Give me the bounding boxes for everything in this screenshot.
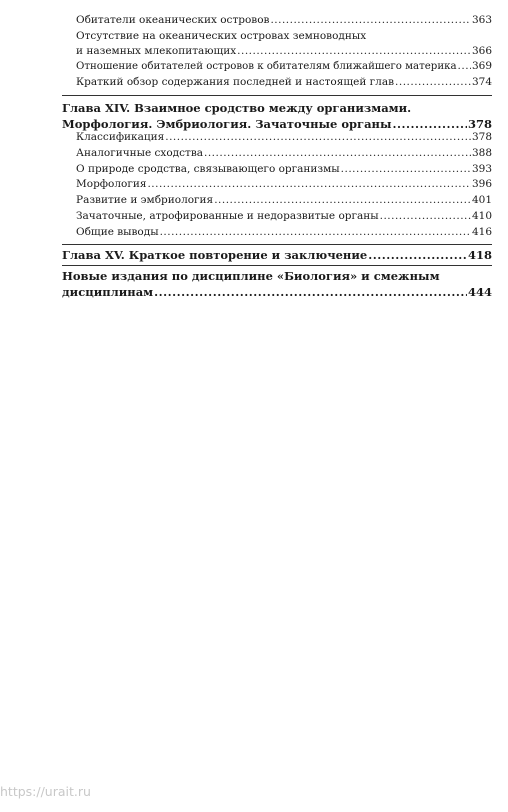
toc-leader-dots	[458, 59, 471, 74]
new-editions-page: 444	[467, 285, 492, 299]
toc-entry-title: и наземных млекопитающих	[76, 45, 237, 57]
toc-entry-title: Развитие и эмбриология	[76, 194, 214, 206]
toc-entry[interactable]	[76, 209, 492, 224]
toc-entry-title: Краткий обзор содержания последней и настоящей глав	[76, 76, 395, 88]
toc-entry-page: 369	[471, 60, 492, 72]
toc-entry-page: 401	[471, 194, 492, 206]
toc-entry[interactable]	[76, 59, 492, 74]
chapter-title: Морфология. Эмбриология. Зачаточные органы	[62, 117, 392, 131]
toc-entry-title: Аналогичные сходства	[76, 147, 203, 159]
chapter-entry[interactable]	[62, 246, 492, 264]
toc-leader-dots	[341, 162, 471, 177]
toc-leader-dots	[237, 44, 471, 59]
toc-leader-dots	[165, 130, 471, 145]
toc-entry-page: 416	[471, 226, 492, 238]
toc-entry[interactable]	[76, 162, 492, 177]
toc-entry-page: 363	[471, 14, 492, 26]
toc-entry[interactable]	[76, 193, 492, 208]
toc-entry-page: 374	[471, 76, 492, 88]
toc-entry-title: Отношение обитателей островов к обитателям ближайшего материка	[76, 61, 457, 72]
new-editions-heading-line1: Новые издания по дисциплине «Биология» и смежным	[62, 269, 440, 283]
toc-entry-page: 378	[471, 131, 492, 143]
toc-entry-title: Морфология	[76, 178, 147, 190]
footer-url[interactable]: https://urait.ru	[0, 784, 91, 799]
toc-entry-page: 388	[471, 147, 492, 159]
toc-leader-dots	[368, 246, 467, 264]
toc-leader-dots	[380, 209, 471, 224]
chapter-page: 378	[467, 117, 492, 131]
toc-entry-page: 396	[471, 178, 492, 190]
toc-entry-page: 393	[471, 163, 492, 175]
chapter-title: Глава XV. Краткое повторение и заключение	[62, 248, 368, 262]
toc-entry-page: 366	[471, 45, 492, 57]
toc-entry-title: Зачаточные, атрофированные и недоразвитые органы	[76, 210, 379, 222]
toc-entry-title: О природе сродства, связывающего организмы	[76, 163, 340, 175]
chapter-page: 418	[467, 248, 492, 262]
toc-entry[interactable]	[76, 13, 492, 28]
section-divider	[62, 95, 492, 96]
toc-entry[interactable]	[76, 130, 492, 145]
new-editions-title: дисциплинам	[62, 285, 154, 299]
toc-leader-dots	[204, 146, 471, 161]
toc-leader-dots	[270, 13, 471, 28]
toc-entry-title: Общие выводы	[76, 226, 159, 238]
toc-entry[interactable]	[76, 177, 492, 192]
toc-entry-title-line1: Отсутствие на океанических островах земноводных	[76, 30, 367, 42]
toc-leader-dots	[160, 225, 471, 240]
toc-entry[interactable]	[76, 225, 492, 240]
toc-entry-title: Классификация	[76, 131, 165, 143]
toc-entry[interactable]	[76, 75, 492, 90]
toc-leader-dots	[214, 193, 471, 208]
toc-leader-dots	[147, 177, 471, 192]
new-editions-entry[interactable]	[62, 283, 492, 301]
chapter-heading-line1: Глава XIV. Взаимное сродство между организмами.	[62, 101, 412, 115]
toc-leader-dots	[395, 75, 471, 90]
toc-entry-title: Обитатели океанических островов	[76, 14, 270, 26]
toc-entry[interactable]	[76, 146, 492, 161]
toc-entry[interactable]	[76, 44, 492, 59]
section-divider	[62, 265, 492, 266]
section-divider	[62, 244, 492, 245]
toc-leader-dots	[154, 283, 467, 301]
toc-entry-page: 410	[471, 210, 492, 222]
